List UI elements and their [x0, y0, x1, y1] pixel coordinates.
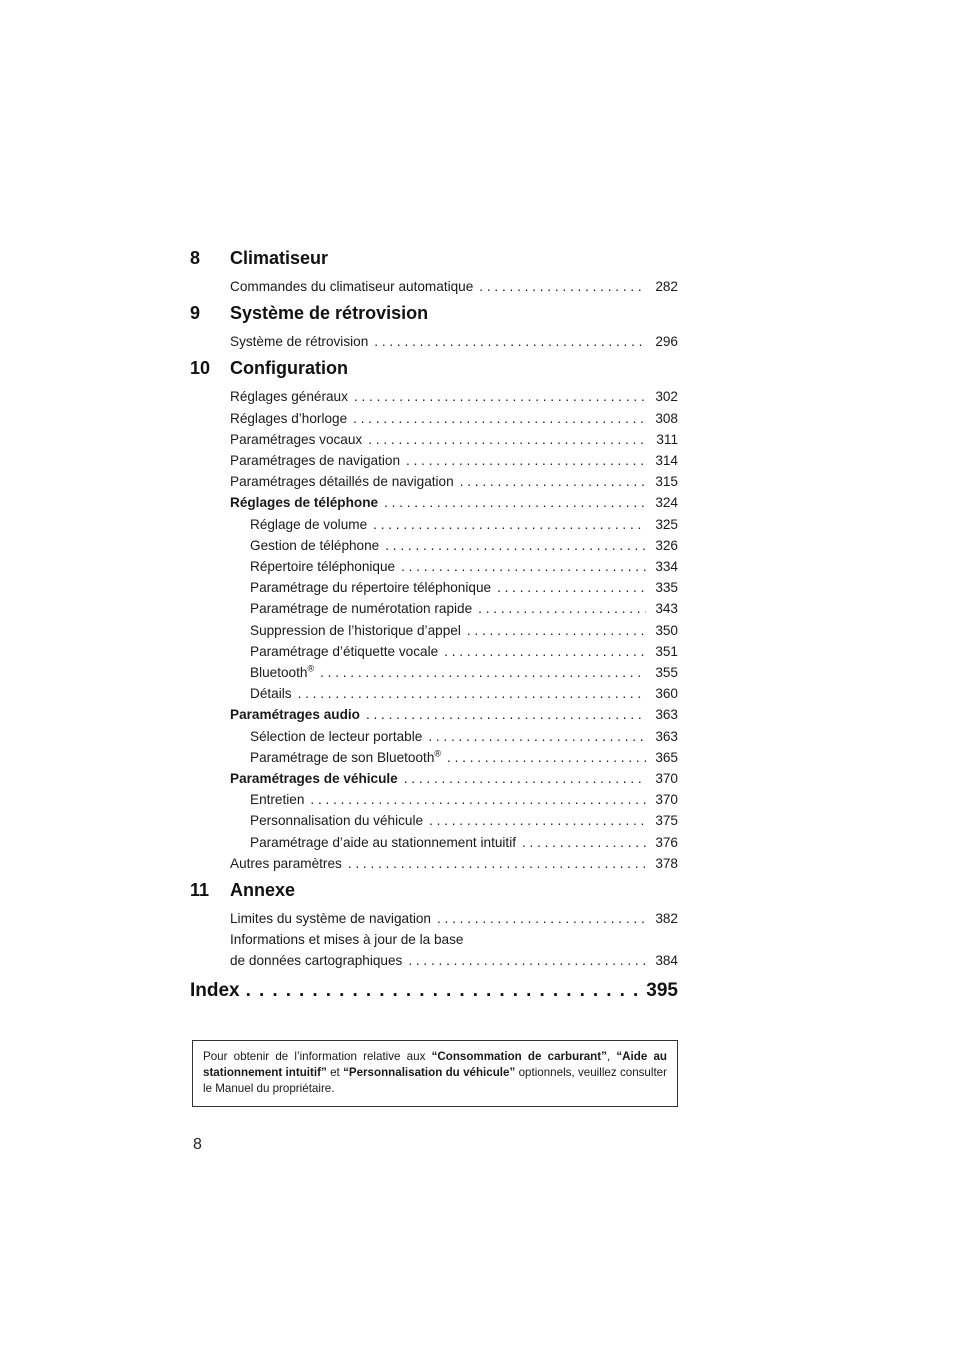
- toc-entry[interactable]: [250, 514, 678, 535]
- toc-entry-page: 315: [655, 474, 678, 490]
- index-title: Index: [190, 979, 240, 1001]
- toc-entry-page: 355: [655, 665, 678, 681]
- dot-leader: [460, 471, 646, 492]
- toc-entry[interactable]: [230, 471, 678, 492]
- toc-entry-title-text: Réglage de volume: [250, 516, 368, 532]
- section-title: Système de rétrovision: [230, 303, 429, 324]
- toc-entry-page: 365: [655, 749, 678, 765]
- section-title: Climatiseur: [230, 248, 329, 268]
- toc-entry[interactable]: [250, 810, 678, 831]
- toc-entry-title: [230, 704, 360, 725]
- toc-entry-title-text: Sélection de lecteur portable: [250, 728, 423, 744]
- info-note-box: [192, 1040, 678, 1107]
- toc-entry-title-text: Détails: [250, 686, 292, 702]
- section-number: 10: [190, 358, 211, 379]
- toc-entry-title-text: Bluetooth: [250, 665, 308, 681]
- toc-entry-title-text: Paramétrages détaillés de navigation: [230, 474, 454, 490]
- dot-leader: [522, 832, 646, 853]
- toc-entry-page: 343: [655, 601, 678, 617]
- toc-entry-title: [250, 747, 441, 768]
- toc-entry-title-text: Suppression de l’historique d’appel: [250, 622, 461, 638]
- toc-entry-title: [230, 276, 473, 297]
- toc-entry[interactable]: [250, 789, 678, 810]
- toc-entry-title-text: Paramétrage de son Bluetooth: [250, 749, 435, 765]
- toc-entry-title: [250, 641, 438, 662]
- toc-entry-line2: [230, 950, 678, 971]
- toc-entry-title: [250, 789, 304, 810]
- toc-entry[interactable]: [250, 577, 678, 598]
- section-title: Configuration: [230, 358, 348, 379]
- toc-entry[interactable]: [250, 747, 678, 768]
- note-text-1: Pour obtenir de l’information relative aux: [203, 1050, 432, 1063]
- dot-leader: [404, 768, 646, 789]
- dot-leader: [429, 810, 646, 831]
- section-heading: [190, 301, 678, 325]
- toc-entry[interactable]: [230, 929, 678, 971]
- dot-leader: [298, 683, 646, 704]
- toc-entry-title-text: Gestion de téléphone: [250, 537, 380, 553]
- toc-entry-title-text: de données cartographiques: [230, 953, 403, 969]
- toc-entry-title-text: Réglages de téléphone: [230, 495, 379, 511]
- toc-entry-title: [230, 408, 347, 429]
- toc-entry[interactable]: [230, 408, 678, 429]
- dot-leader: [444, 641, 646, 662]
- dot-leader: [385, 535, 646, 556]
- toc-entry-page: 314: [655, 453, 678, 469]
- toc-entry-title-text: Répertoire téléphonique: [250, 559, 396, 575]
- toc-entry-title: [230, 950, 402, 971]
- toc-entry-page: 350: [655, 622, 678, 638]
- toc-entry-page: 351: [655, 643, 678, 659]
- toc-entry[interactable]: [230, 429, 678, 450]
- toc-entry-page: 302: [655, 389, 678, 405]
- toc-entry-title-text: Paramétrages de navigation: [230, 453, 401, 469]
- toc-entry[interactable]: [230, 908, 678, 929]
- dot-leader: [408, 950, 646, 971]
- note-bold-fuel: “Consommation de carburant”: [431, 1050, 607, 1063]
- toc-entry[interactable]: [250, 662, 678, 683]
- dot-leader: [348, 853, 646, 874]
- toc-entry-title-text: Limites du système de navigation: [230, 911, 431, 927]
- note-bold-personalization: “Personnalisation du véhicule”: [343, 1066, 516, 1079]
- dot-leader: [479, 276, 646, 297]
- index-entry[interactable]: [190, 978, 678, 1004]
- toc-entry[interactable]: [250, 832, 678, 853]
- note-text-2: ,: [606, 1050, 617, 1063]
- registered-mark: ®: [307, 663, 315, 674]
- dot-leader: [401, 556, 646, 577]
- toc-entry-title: [230, 386, 348, 407]
- toc-entry-page: 375: [655, 813, 678, 829]
- toc-entry-title-text: Paramétrages vocaux: [230, 431, 363, 447]
- toc-entry-page: 382: [655, 911, 678, 927]
- toc-entry-title-text: Paramétrage de numérotation rapide: [250, 601, 473, 617]
- toc-entry[interactable]: [230, 768, 678, 789]
- toc-entry-page: 296: [655, 334, 678, 350]
- toc-entry-page: 325: [655, 516, 678, 532]
- section-heading: [190, 878, 678, 902]
- dot-leader: [437, 908, 646, 929]
- section-heading: [190, 246, 678, 270]
- toc-entry-page: 324: [655, 495, 678, 511]
- toc-entry-title-line1: Informations et mises à jour de la base: [230, 932, 464, 948]
- toc-entry-page: 335: [655, 580, 678, 596]
- dot-leader: [353, 408, 646, 429]
- toc-entry-title: [230, 853, 342, 874]
- toc-entry-page: 326: [655, 537, 678, 553]
- section-number: 11: [190, 880, 210, 901]
- toc-entry-page: 334: [655, 559, 678, 575]
- index-page: 395: [646, 979, 678, 1001]
- toc-entry[interactable]: [250, 556, 678, 577]
- toc-entry-title: [230, 908, 431, 929]
- toc-entry-title: [250, 810, 423, 831]
- note-text-4: optionnels, veuillez consulter le Manuel du propriétaire.: [203, 1066, 667, 1095]
- note-text-3: et: [326, 1066, 344, 1079]
- toc-entry-title: [250, 577, 491, 598]
- toc-entry-title: [230, 450, 400, 471]
- dot-leader: [384, 492, 646, 513]
- toc-entry-page: 360: [655, 686, 678, 702]
- registered-mark: ®: [434, 748, 442, 759]
- toc-entry-page: 376: [655, 834, 678, 850]
- dot-leader: [320, 662, 646, 683]
- note-bold-parking: “Aide au stationnement intuitif”: [203, 1050, 668, 1079]
- toc-entry-page: 363: [655, 728, 678, 744]
- toc-entry[interactable]: [230, 276, 678, 297]
- toc-entry-title-text: Réglages d’horloge: [230, 410, 348, 426]
- toc-entry[interactable]: [230, 704, 678, 725]
- dot-leader: [447, 747, 646, 768]
- dot-leader: [497, 577, 646, 598]
- toc-entry-page: 370: [655, 792, 678, 808]
- toc-entry-page: 282: [655, 279, 678, 294]
- toc-entry-title: [250, 832, 516, 853]
- dot-leader: [478, 598, 646, 619]
- dot-leader: [354, 386, 646, 407]
- toc-entry-title-text: Personnalisation du véhicule: [250, 813, 424, 829]
- toc-entry-page: 308: [655, 410, 678, 426]
- table-of-contents: [190, 246, 678, 1004]
- dot-leader: [467, 620, 646, 641]
- toc-entry[interactable]: [230, 492, 678, 513]
- toc-entry-title-text: Autres paramètres: [230, 855, 342, 871]
- toc-entry-title-text: Paramétrages de véhicule: [230, 771, 398, 787]
- toc-entry[interactable]: [250, 683, 678, 704]
- toc-entry[interactable]: [250, 535, 678, 556]
- dot-leader: [406, 450, 646, 471]
- dot-leader: [428, 726, 646, 747]
- toc-entry-title-text: Commandes du climatiseur automatique: [230, 279, 474, 294]
- section-number: 8: [190, 248, 201, 268]
- toc-entry-title: [250, 556, 395, 577]
- toc-entry[interactable]: [230, 331, 678, 352]
- toc-entry-title: [250, 535, 379, 556]
- section-title: Annexe: [230, 880, 296, 901]
- toc-entry[interactable]: [250, 598, 678, 619]
- toc-entry-page: 311: [656, 431, 678, 447]
- toc-entry-title-text: Système de rétrovision: [230, 334, 369, 350]
- toc-entry-title-text: Paramétrage d’étiquette vocale: [250, 643, 439, 659]
- toc-entry-page: 384: [655, 953, 678, 969]
- toc-entry-title: [250, 514, 367, 535]
- toc-entry[interactable]: [250, 641, 678, 662]
- toc-entry[interactable]: [250, 726, 678, 747]
- page-number: 8: [193, 1136, 202, 1153]
- dot-leader: [368, 429, 646, 450]
- toc-entry[interactable]: [230, 450, 678, 471]
- toc-entry-title-text: Réglages généraux: [230, 389, 348, 405]
- toc-entry-title: [250, 726, 422, 747]
- toc-entry[interactable]: [250, 620, 678, 641]
- toc-entry-title-text: Paramétrage d’aide au stationnement intuitif: [250, 834, 516, 850]
- toc-entry-title: [250, 662, 314, 683]
- toc-entry-title: [230, 471, 454, 492]
- toc-entry-title: [250, 620, 461, 641]
- toc-entry-page: 370: [655, 771, 678, 787]
- toc-entry-page: 378: [655, 855, 678, 871]
- dot-leader: [366, 704, 646, 725]
- toc-entry-title: [230, 768, 398, 789]
- dot-leader: [310, 789, 646, 810]
- toc-entry-title: [230, 331, 368, 352]
- toc-entry-title: [230, 492, 378, 513]
- toc-entry-title: [250, 598, 472, 619]
- toc-entry[interactable]: [230, 386, 678, 407]
- toc-entry-page: 363: [655, 707, 678, 723]
- toc-entry-title: [230, 429, 362, 450]
- dot-leader: [246, 978, 641, 1004]
- toc-entry-title-text: Paramétrage du répertoire téléphonique: [250, 580, 492, 596]
- toc-entry-title-text: Entretien: [250, 792, 305, 808]
- toc-entry-title: [250, 683, 292, 704]
- section-heading: [190, 356, 678, 380]
- dot-leader: [373, 514, 646, 535]
- dot-leader: [374, 331, 646, 352]
- section-number: 9: [190, 303, 201, 324]
- toc-entry-title-text: Paramétrages audio: [230, 707, 360, 723]
- toc-entry[interactable]: [230, 853, 678, 874]
